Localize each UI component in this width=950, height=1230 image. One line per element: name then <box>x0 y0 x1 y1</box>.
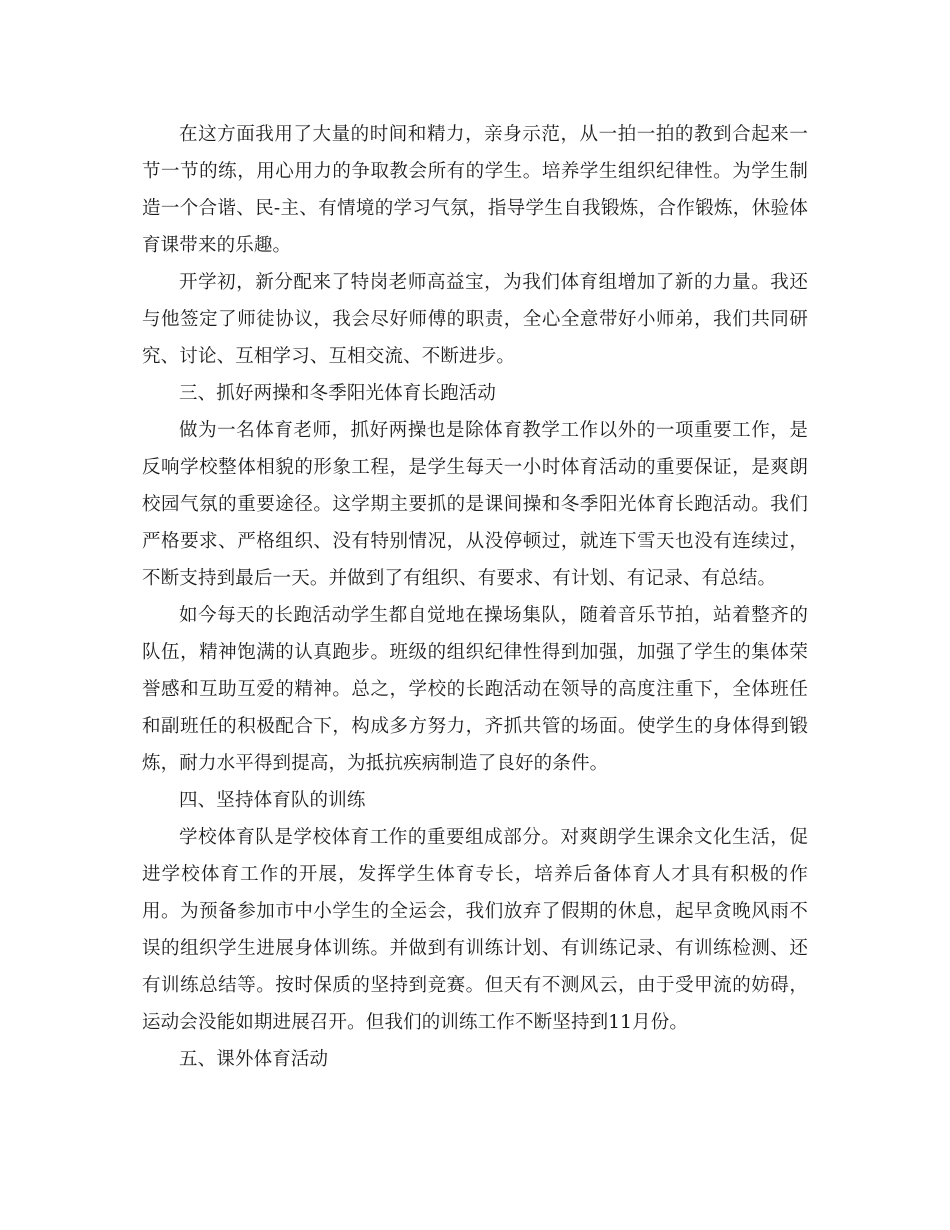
paragraph-sports-team-details: 学校体育队是学校体育工作的重要组成部分。对爽朗学生课余文化生活，促进学校体育工作的开展，发挥学生体育专长，培养后备体育人才具有积极的作用。为预备参加市中小学生的全运会，我们放弃了假期的休息，起早贪晚风雨不误的组织学生进展身体训练。并做到有训练计划、有训练记录、有训练检测、还有训练总结等。按时保质的坚持到竞赛。但天有不测风云，由于受甲流的妨碍，运动会没能如期进展召开。但我们的训练工作不断坚持到11月份。 <box>142 827 808 1033</box>
paragraph-new-teacher-mentoring: 开学初，新分配来了特岗老师高益宝，为我们体育组增加了新的力量。我还与他签定了师徒协议，我会尽好师傅的职责，全心全意带好小师弟，我们共同研究、讨论、互相学习、互相交流、不断进步。 <box>142 272 808 367</box>
section-heading-extracurricular-sports: 五、课外体育活动 <box>179 1049 329 1070</box>
paragraph-daily-running-activity: 如今每天的长跑活动学生都自觉地在操场集队，随着音乐节拍，站着整齐的队伍，精神饱满的认真跑步。班级的组织纪律性得到加强，加强了学生的集体荣誉感和互助互爱的精神。总之，学校的长跑活动在领导的高度注重下，全体班任和副班任的积极配合下，构成多方努力，齐抓共管的场面。使学生的身体得到锻炼，耐力水平得到提高，为抵抗疾病制造了良好的条件。 <box>142 605 808 774</box>
document-body <box>142 116 808 1078</box>
section-heading-exercises-and-running: 三、抓好两操和冬季阳光体育长跑活动 <box>179 383 497 404</box>
paragraph-two-exercises-work: 做为一名体育老师，抓好两操也是除体育教学工作以外的一项重要工作，是反响学校整体相貌的形象工程，是学生每天一小时体育活动的重要保证，是爽朗校园气氛的重要途径。这学期主要抓的是课间操和冬季阳光体育长跑活动。我们严格要求、严格组织、没有特别情况，从没停顿过，就连下雪天也没有连续过，不断支持到最后一天。并做到了有组织、有要求、有计划、有记录、有总结。 <box>142 420 808 589</box>
paragraph-teaching-demonstration: 在这方面我用了大量的时间和精力，亲身示范，从一拍一拍的教到合起来一节一节的练，用心用力的争取教会所有的学生。培养学生组织纪律性。为学生制造一个合谐、民-主、有情境的学习气氛，指导学生自我锻炼，合作锻炼，休验体育课带来的乐趣。 <box>142 124 808 256</box>
section-heading-sports-team-training: 四、坚持体育队的训练 <box>179 790 366 811</box>
